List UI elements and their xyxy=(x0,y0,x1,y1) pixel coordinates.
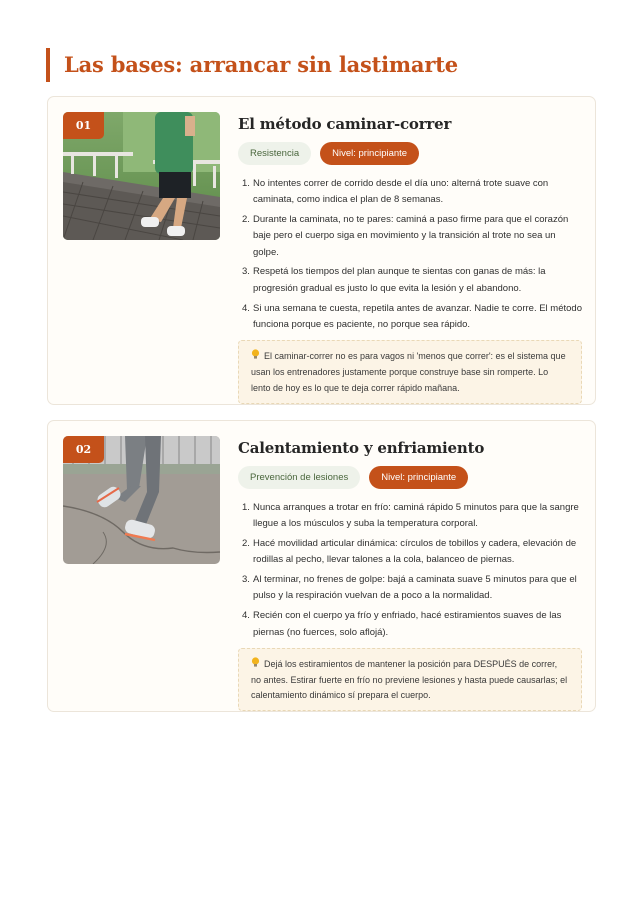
tip-box xyxy=(238,340,582,403)
list-item xyxy=(238,572,582,605)
step-number: 1. xyxy=(242,502,250,513)
tip-text: El caminar-correr no es para vagos ni 'menos que correr': es el sistema que usan los entrenadores justamente porque construye base sin romperte. Lo lento de hoy es lo que te deja correr rápido mañana. xyxy=(251,351,566,393)
step-text: Hacé movilidad articular dinámica: círculos de tobillos y cadera, elevación de rodillas al pecho, llevar talones a la cola, balanceo de piernas. xyxy=(253,538,577,566)
lightbulb-icon xyxy=(251,349,260,360)
step-text: Nunca arranques a trotar en frío: caminá rápido 5 minutos para que la sangre llegue a los músculos y suba la temperatura corporal. xyxy=(253,502,579,530)
step-number: 4. xyxy=(242,610,250,622)
list-item xyxy=(238,500,582,533)
steps-list xyxy=(238,500,582,641)
list-item xyxy=(238,536,582,569)
level-tag: Nivel: principiante xyxy=(369,466,468,489)
step-number: 3. xyxy=(242,266,250,278)
tip-text: Dejá los estiramientos de mantener la posición para DESPUÉS de correr, no antes. Estirar fuerte en frío no previene lesiones y hasta puede causarlas; el calentamiento dinámico sí prepara el cuerpo. xyxy=(251,658,568,701)
tag-list xyxy=(238,142,582,165)
category-tag: Resistencia xyxy=(238,142,311,165)
step-number: 2. xyxy=(242,214,250,226)
page-title: Las bases: arrancar sin lastimarte xyxy=(46,48,458,82)
step-text: Al terminar, no frenes de golpe: bajá a caminata suave 5 minutos para que el pulso y la respiración vuelvan de a poco a la normalidad. xyxy=(253,574,577,602)
list-item xyxy=(238,608,582,641)
tip-box xyxy=(238,648,582,711)
lesson-card xyxy=(47,96,596,405)
step-number: 1. xyxy=(242,178,250,189)
card-title: El método caminar-correr xyxy=(238,115,452,133)
list-item xyxy=(238,176,582,209)
list-item xyxy=(238,301,582,334)
step-number: 4. xyxy=(242,302,250,314)
step-text: Recién con el cuerpo ya frío y enfriado, hacé estiramientos suaves de las piernas (no fuerces, solo aflojá). xyxy=(253,610,562,638)
list-item xyxy=(238,212,582,261)
card-number-badge: 01 xyxy=(63,112,104,139)
step-text: No intentes correr de corrido desde el día uno: alterná trote suave con caminata, como indica el plan de 8 semanas. xyxy=(253,178,549,206)
level-tag: Nivel: principiante xyxy=(320,142,419,165)
step-text: Respetá los tiempos del plan aunque te sientas con ganas de más: la progresión gradual es justo lo que evita la lesión y el abandono. xyxy=(253,266,546,294)
tag-list xyxy=(238,466,582,489)
step-text: Durante la caminata, no te pares: caminá a paso firme para que el corazón baje pero el cuerpo siga en movimiento y la transición al trote no sea un golpe. xyxy=(253,214,569,258)
lightbulb-icon xyxy=(251,657,260,668)
list-item xyxy=(238,264,582,297)
card-number-badge: 02 xyxy=(63,436,104,463)
card-title: Calentamiento y enfriamiento xyxy=(238,439,485,457)
step-number: 2. xyxy=(242,538,250,550)
step-number: 3. xyxy=(242,574,250,586)
category-tag: Prevención de lesiones xyxy=(238,466,360,489)
step-text: Si una semana te cuesta, repetila antes de avanzar. Nadie te corre. El método funciona porque es paciente, no porque sea rápido. xyxy=(253,302,582,330)
steps-list xyxy=(238,176,582,333)
lesson-card xyxy=(47,420,596,712)
